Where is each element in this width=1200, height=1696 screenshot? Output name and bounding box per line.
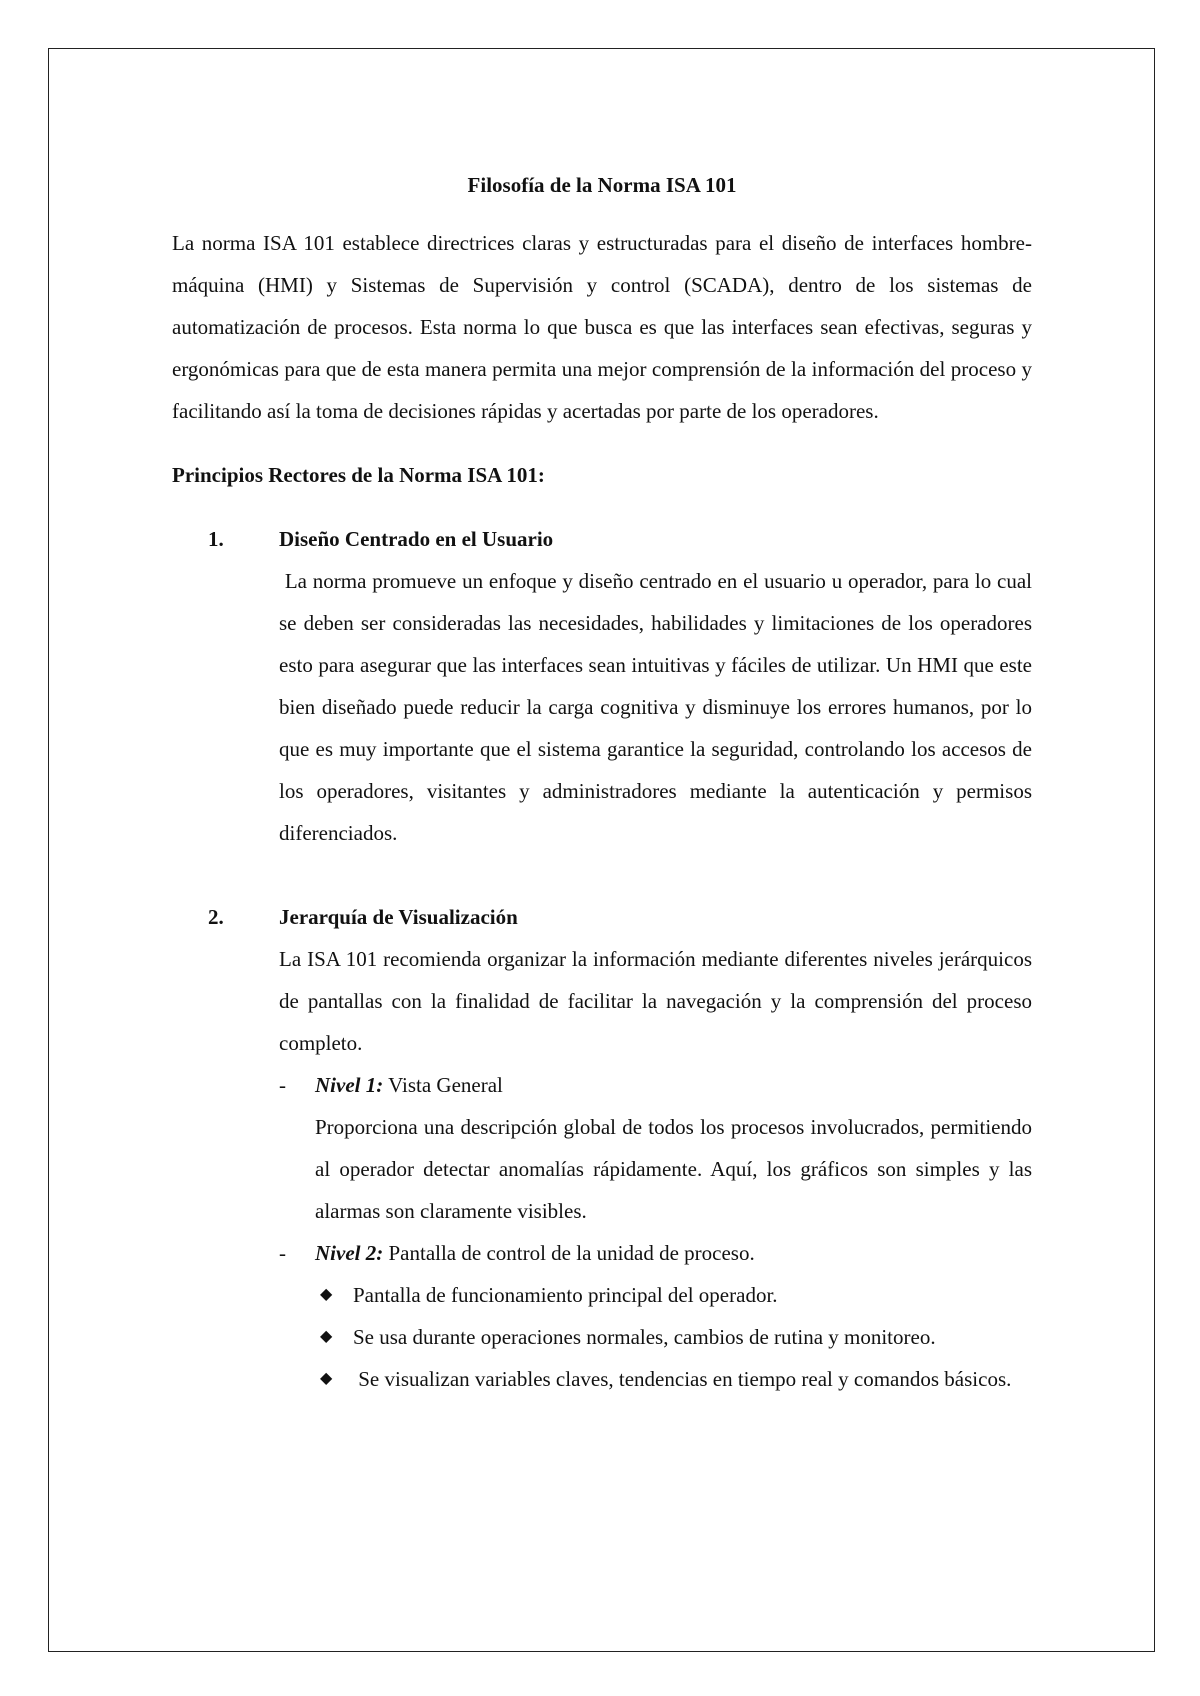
item-number: 1. — [208, 527, 224, 551]
document-title: Filosofía de la Norma ISA 101 — [467, 173, 737, 197]
list-item: ◆ Se usa durante operaciones normales, cambios de rutina y monitoreo. — [315, 1316, 1032, 1358]
diamond-bullet-icon: ◆ — [320, 1370, 333, 1387]
list-item: ◆ Se visualizan variables claves, tendencias en tiempo real y comandos básicos. — [315, 1358, 1032, 1400]
item-body: La norma promueve un enfoque y diseño centrado en el usuario u operador, para lo cual se deben ser consideradas las necesidades, habilidades y limitaciones de los operadores esto para asegurar que las interfaces sean intuitivas y fáciles de utilizar. Un HMI que este bien diseñado puede reducir la carga cognitiva y disminuye los errores humanos, por lo que es muy importante que el sistema garantice la seguridad, controlando los accesos de los operadores, visitantes y administradores mediante la autenticación y permisos diferenciados. — [279, 569, 1032, 845]
item-title: Jerarquía de Visualización — [279, 905, 518, 929]
level-label: Nivel 2: — [315, 1241, 384, 1265]
diamond-bullet-icon: ◆ — [320, 1328, 333, 1345]
level-name: Pantalla de control de la unidad de proceso. — [388, 1241, 755, 1265]
principle-item-2 — [172, 896, 1032, 1400]
level-label: Nivel 1: — [315, 1073, 384, 1097]
diamond-bullet-icon: ◆ — [320, 1286, 333, 1303]
level-heading — [315, 1064, 1032, 1106]
document-content — [172, 164, 1032, 1400]
list-item: ◆ Pantalla de funcionamiento principal del operador. — [315, 1274, 1032, 1316]
item-title: Diseño Centrado en el Usuario — [279, 527, 554, 551]
level-2 — [279, 1232, 1032, 1274]
level-1 — [279, 1064, 1032, 1232]
level-description: Proporciona una descripción global de todos los procesos involucrados, permitiendo al operador detectar anomalías rápidamente. Aquí, los gráficos son simples y las alarmas son claramente visibles. — [315, 1115, 1032, 1223]
dash-marker: - — [279, 1241, 286, 1265]
item-body: La ISA 101 recomienda organizar la información mediante diferentes niveles jerárquicos de pantallas con la finalidad de facilitar la navegación y la comprensión del proceso completo. — [279, 947, 1032, 1055]
item-number: 2. — [208, 905, 224, 929]
dash-marker: - — [279, 1073, 286, 1097]
principle-item-1 — [172, 518, 1032, 854]
level-heading — [315, 1232, 1032, 1274]
intro-paragraph: La norma ISA 101 establece directrices claras y estructuradas para el diseño de interfaces hombre-máquina (HMI) y Sistemas de Supervisión y control (SCADA), dentro de los sistemas de automatización de procesos. Esta norma lo que busca es que las interfaces sean efectivas, seguras y ergonómicas para que de esta manera permita una mejor comprensión de la información del proceso y facilitando así la toma de decisiones rápidas y acertadas por parte de los operadores. — [172, 231, 1032, 423]
principles-heading: Principios Rectores de la Norma ISA 101: — [172, 463, 545, 487]
level-2-bullet-list — [279, 1274, 1032, 1400]
level-name: Vista General — [388, 1073, 503, 1097]
